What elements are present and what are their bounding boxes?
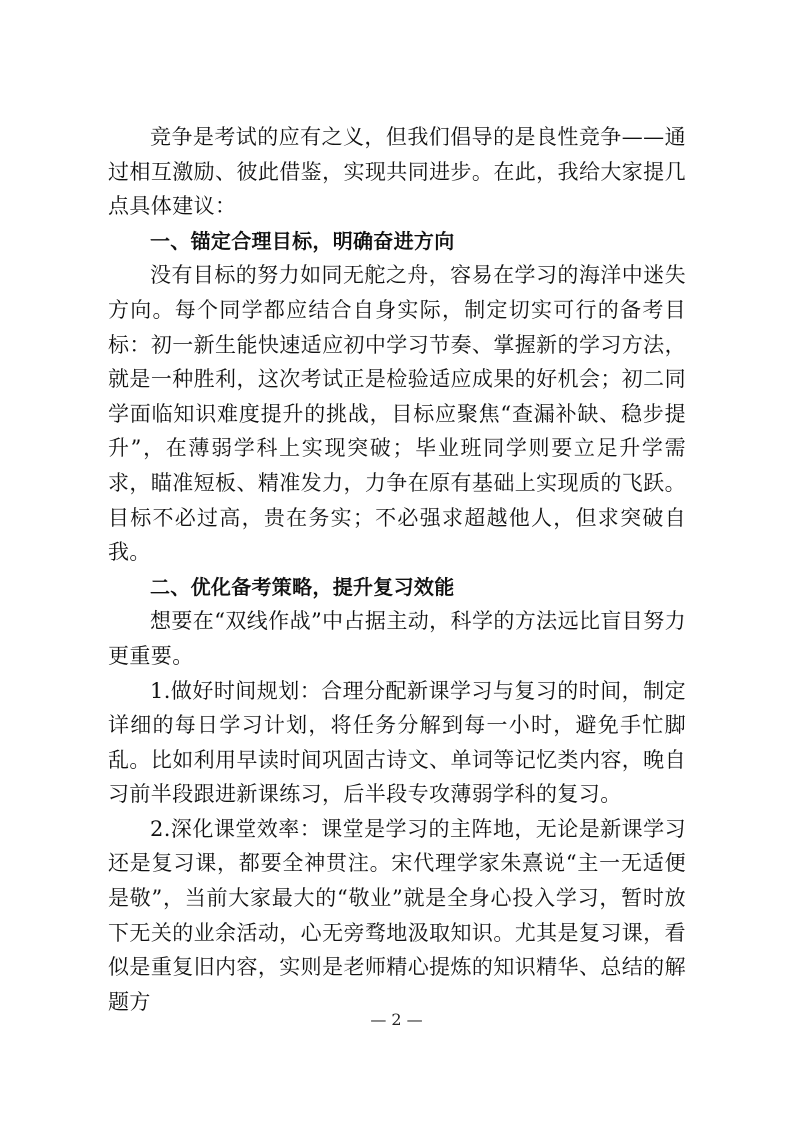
paragraph-strategy-intro: 想要在“双线作战”中占据主动，科学的方法远比盲目努力更重要。 xyxy=(108,609,686,668)
paragraph-time-planning: 1.做好时间规划：合理分配新课学习与复习的时间，制定详细的每日学习计划，将任务分解到每一小时，避免手忙脚乱。比如利用早读时间巩固古诗文、单词等记忆类内容，晚自习前半段跟进新课练习，后半段专攻薄弱学科的复习。 xyxy=(108,678,686,807)
document-body xyxy=(108,120,686,1019)
paragraph-goals: 没有目标的努力如同无舵之舟，容易在学习的海洋中迷失方向。每个同学都应结合自身实际，制定切实可行的备考目标：初一新生能快速适应初中学习节奏、掌握新的学习方法，就是一种胜利，这次考试正是检验适应成果的好机会；初二同学面临知识难度提升的挑战，目标应聚焦“查漏补缺、稳步提升”，在薄弱学科上实现突破；毕业班同学则要立足升学需求，瞄准短板、精准发力，力争在原有基础上实现质的飞跃。目标不必过高，贵在务实；不必强求超越他人，但求突破自我。 xyxy=(108,263,686,565)
section-heading-2: 二、优化备考策略，提升复习效能 xyxy=(150,574,455,599)
paragraph-intro: 竞争是考试的应有之义，但我们倡导的是良性竞争——通过相互激励、彼此借鉴，实现共同进步。在此，我给大家提几点具体建议： xyxy=(108,125,686,219)
paragraph-classroom-efficiency: 2.深化课堂效率：课堂是学习的主阵地，无论是新课学习还是复习课，都要全神贯注。宋代理学家朱熹说“主一无适便是敬”，当前大家最大的“敬业”就是全身心投入学习，暂时放下无关的业余活动，心无旁骛地汲取知识。尤其是复习课，看似是重复旧内容，实则是老师精心提炼的知识精华、总结的解题方 xyxy=(108,816,686,1014)
section-heading-1: 一、锚定合理目标，明确奋进方向 xyxy=(150,228,455,253)
page-number: — 2 — xyxy=(370,1010,423,1029)
